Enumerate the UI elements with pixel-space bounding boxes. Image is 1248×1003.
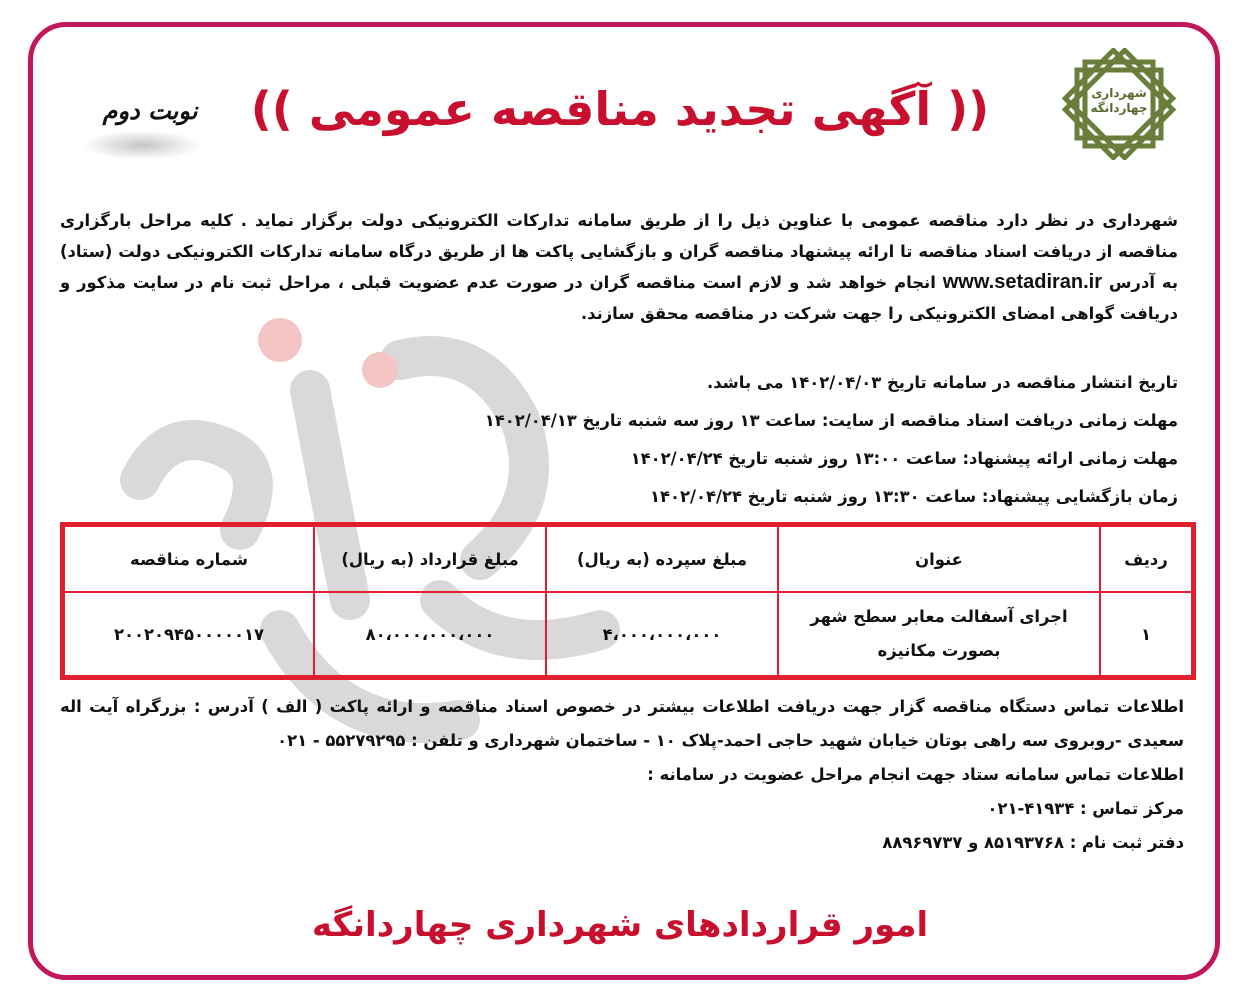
intro-paragraph — [60, 205, 1178, 329]
cell-contract-amount: ۸۰،۰۰۰،۰۰۰،۰۰۰ — [314, 592, 546, 676]
logo-text-line-1: شهرداری — [1091, 86, 1147, 100]
contact-call-center: مرکز تماس : ۴۱۹۳۴-۰۲۱ — [987, 799, 1184, 818]
header-deposit: مبلغ سپرده (به ریال) — [546, 526, 778, 592]
cell-title: اجرای آسفالت معابر سطح شهر بصورت مکانیزه — [778, 592, 1100, 676]
setadiran-url[interactable]: www.setadiran.ir — [942, 271, 1103, 293]
round-shadow — [82, 130, 202, 160]
table-header-row — [64, 526, 1192, 592]
table-row — [64, 592, 1192, 676]
date-proposal-deadline: مهلت زمانی ارائه پیشنهاد: ساعت ۱۳:۰۰ روز شنبه تاریخ ۱۴۰۲/۰۴/۲۴ — [630, 449, 1178, 468]
header-tender-number: شماره مناقصه — [64, 526, 314, 592]
intro-part-1: شهرداری در نظر دارد مناقصه عمومی با عناوین ذیل را از طریق سامانه تدارکات الکترونیکی دولت برگزار نماید . کلیه مراحل بارگزاری مناقصه از دریافت اسناد مناقصه تا ارائه پیشنهاد مناقصه گران و بازگشایی پاکت ها از طریق درگاه سامانه تدارکات الکترونیکی دولت (ستاد) به آدرس — [60, 211, 1178, 292]
round-label: نوبت دوم — [102, 96, 198, 125]
contact-setad-heading: اطلاعات تماس سامانه ستاد جهت انجام مراحل عضویت در سامانه : — [647, 765, 1184, 784]
cell-deposit: ۴،۰۰۰،۰۰۰،۰۰۰ — [546, 592, 778, 676]
contact-organizer: اطلاعات تماس دستگاه مناقصه گزار جهت دریافت اطلاعات بیشتر در خصوص اسناد مناقصه و ارائه پاکت ( الف ) آدرس : بزرگراه آیت اله سعیدی -روبروی سه راهی بوتان خیابان شهید حاجی احمد-پلاک ۱۰ - ساختمان شهرداری و تلفن : ۵۵۲۷۹۲۹۵ - ۰۲۱ — [60, 697, 1184, 750]
logo-text-line-2: چهاردانگه — [1090, 101, 1148, 115]
dates-list — [60, 364, 1178, 516]
tender-table — [60, 522, 1196, 680]
contact-registration-office: دفتر ثبت نام : ۸۵۱۹۳۷۶۸ و ۸۸۹۶۹۷۳۷ — [882, 833, 1184, 852]
logo-caption — [1055, 86, 1183, 116]
cell-tender-number: ۲۰۰۲۰۹۴۵۰۰۰۰۰۱۷ — [64, 592, 314, 676]
contact-section — [60, 690, 1184, 860]
notice-title: (( آگهی تجدید مناقصه عمومی )) — [250, 82, 990, 136]
footer-signature: امور قراردادهای شهرداری چهاردانگه — [311, 905, 929, 945]
header-title: عنوان — [778, 526, 1100, 592]
intro-part-2: انجام خواهد شد و لازم است مناقصه گران در صورت عدم عضویت قبلی ، مراحل ثبت نام در سایت مذکور و دریافت گواهی امضای الکترونیکی را جهت شرکت در مناقصه محقق سازند. — [60, 273, 1178, 323]
header-row-number: ردیف — [1100, 526, 1192, 592]
date-documents-deadline: مهلت زمانی دریافت اسناد مناقصه از سایت: ساعت ۱۳ روز سه شنبه تاریخ ۱۴۰۲/۰۴/۱۳ — [484, 411, 1178, 430]
cell-row-number: ۱ — [1100, 592, 1192, 676]
header-contract-amount: مبلغ قرارداد (به ریال) — [314, 526, 546, 592]
date-publish: تاریخ انتشار مناقصه در سامانه تاریخ ۱۴۰۲/۰۴/۰۳ می باشد. — [706, 373, 1178, 392]
date-opening: زمان بازگشایی پیشنهاد: ساعت ۱۳:۳۰ روز شنبه تاریخ ۱۴۰۲/۰۴/۲۴ — [649, 487, 1178, 506]
